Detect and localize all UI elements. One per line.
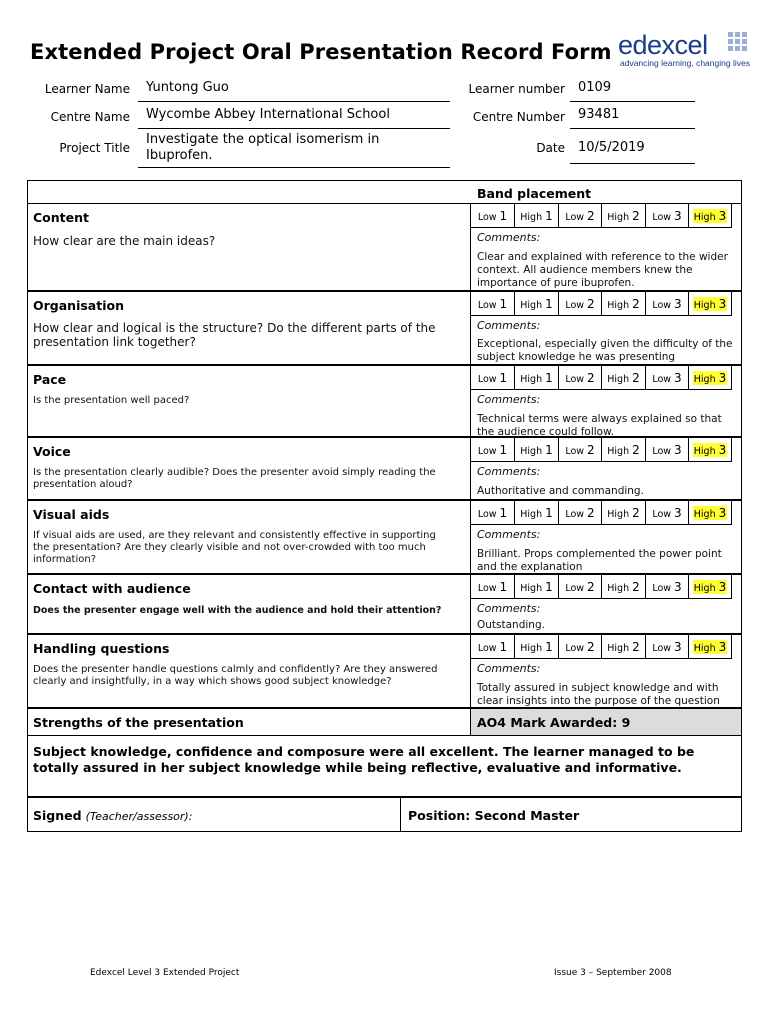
band-option[interactable] xyxy=(645,365,689,390)
band-number: 3 xyxy=(674,296,682,311)
logo-dot xyxy=(735,32,740,37)
signed-label: Signed xyxy=(33,808,82,823)
band-word: High xyxy=(520,373,543,385)
criterion-comment: Clear and explained with reference to the wider context. All audience members knew the importance of pure ibuprofen. xyxy=(477,251,728,289)
band-option-label xyxy=(607,371,639,385)
criterion-heading: Voice xyxy=(33,444,71,459)
band-number: 1 xyxy=(499,505,508,520)
band-number: 2 xyxy=(587,639,595,654)
criterion-comment: Technical terms were always explained so that the audience could follow. xyxy=(477,413,722,438)
band-option[interactable] xyxy=(558,437,602,462)
logo-dot xyxy=(742,46,747,51)
band-option-label xyxy=(478,506,507,520)
band-option-selected[interactable] xyxy=(688,291,732,316)
band-option-label xyxy=(652,297,681,311)
band-option[interactable] xyxy=(470,291,515,316)
band-word: Low xyxy=(565,582,585,594)
criterion-question: Does the presenter engage well with the audience and hold their attention? xyxy=(33,605,442,616)
band-word: Low xyxy=(565,211,585,223)
band-option-label xyxy=(652,371,681,385)
band-number: 1 xyxy=(545,208,553,223)
band-option[interactable] xyxy=(558,291,602,316)
centre-number-field: 93481 xyxy=(570,107,695,129)
criterion-question: If visual aids are used, are they relevant and consistently effective in supporting the presentation? Are they clearly visible and not over-crowded with too much information? xyxy=(33,530,436,565)
band-option-label xyxy=(607,297,639,311)
band-word: Low xyxy=(477,582,497,594)
band-number: 3 xyxy=(674,370,682,385)
band-word: High xyxy=(693,445,716,457)
criterion-comment: Totally assured in subject knowledge and with clear insights into the purpose of the question xyxy=(477,682,720,707)
band-option-label xyxy=(693,580,727,594)
comments-label: Comments: xyxy=(477,662,541,675)
logo-dot xyxy=(742,32,747,37)
criterion-comment: Brilliant. Props complemented the power point and the explanation xyxy=(477,548,722,573)
band-option-label xyxy=(478,443,507,457)
band-word: Low xyxy=(652,373,672,385)
band-option[interactable] xyxy=(470,365,515,390)
band-number: 2 xyxy=(587,296,595,311)
band-word: Low xyxy=(652,211,672,223)
band-option-label xyxy=(565,209,594,223)
band-option[interactable] xyxy=(470,574,515,599)
band-option[interactable] xyxy=(601,574,646,599)
band-number: 1 xyxy=(545,579,553,594)
strengths-heading: Strengths of the presentation xyxy=(33,715,244,730)
band-option[interactable] xyxy=(601,365,646,390)
band-option[interactable] xyxy=(470,634,515,659)
criterion-question: Is the presentation clearly audible? Does the presenter avoid simply reading the presentation aloud? xyxy=(33,467,436,490)
band-option-label xyxy=(478,297,507,311)
band-option-label xyxy=(565,506,594,520)
band-option-label xyxy=(520,506,552,520)
footer-left: Edexcel Level 3 Extended Project xyxy=(90,968,240,978)
band-option[interactable] xyxy=(558,500,602,525)
band-number: 1 xyxy=(499,208,508,223)
logo-name: edexcel xyxy=(618,30,708,60)
band-selector xyxy=(470,634,732,659)
band-selector xyxy=(470,437,732,462)
band-option[interactable] xyxy=(558,365,602,390)
band-word: High xyxy=(520,508,543,520)
criterion-heading: Contact with audience xyxy=(33,581,191,596)
band-number: 1 xyxy=(499,442,508,457)
band-word: High xyxy=(520,299,543,311)
band-number: 1 xyxy=(545,639,553,654)
band-word: Low xyxy=(477,211,497,223)
logo-dot xyxy=(728,32,733,37)
band-word: Low xyxy=(652,508,672,520)
criterion-comment: Exceptional, especially given the difficulty of the subject knowledge he was presenting xyxy=(477,338,733,363)
comments-label: Comments: xyxy=(477,393,541,406)
logo-dot xyxy=(728,46,733,51)
band-option[interactable] xyxy=(601,203,646,228)
band-word: High xyxy=(520,582,543,594)
band-number: 1 xyxy=(499,639,508,654)
project-title-field: Investigate the optical isomerism in Ibuprofen. xyxy=(138,132,450,168)
band-option[interactable] xyxy=(645,291,689,316)
band-option-label xyxy=(565,580,594,594)
band-option-label xyxy=(693,371,727,385)
signed-role: (Teacher/assessor): xyxy=(85,810,193,823)
band-word: Low xyxy=(565,445,585,457)
band-option-label xyxy=(478,580,507,594)
band-option-label xyxy=(693,443,727,457)
criterion-question: How clear are the main ideas? xyxy=(33,234,216,248)
band-word: High xyxy=(607,373,630,385)
band-number: 2 xyxy=(632,208,640,223)
logo-dot xyxy=(742,39,747,44)
centre-name-label: Centre Name xyxy=(50,110,130,124)
band-number: 3 xyxy=(674,208,682,223)
comments-label: Comments: xyxy=(477,602,541,615)
band-word: High xyxy=(520,642,543,654)
band-word: High xyxy=(693,582,716,594)
band-word: High xyxy=(607,508,630,520)
band-word: High xyxy=(693,508,716,520)
band-number: 1 xyxy=(545,505,553,520)
band-selector xyxy=(470,500,732,525)
band-word: High xyxy=(693,642,716,654)
band-number: 2 xyxy=(632,505,640,520)
band-option-label xyxy=(607,640,639,654)
band-option-label xyxy=(565,443,594,457)
band-number: 3 xyxy=(718,370,727,385)
band-number: 3 xyxy=(674,639,682,654)
band-word: Low xyxy=(652,582,672,594)
band-option-label xyxy=(478,640,507,654)
learner-name-label: Learner Name xyxy=(44,82,130,96)
logo-dot xyxy=(735,39,740,44)
band-option[interactable] xyxy=(514,291,559,316)
band-option[interactable] xyxy=(601,500,646,525)
band-option-label xyxy=(607,506,639,520)
comments-label: Comments: xyxy=(477,231,541,244)
band-option-label xyxy=(478,371,507,385)
band-option[interactable] xyxy=(514,437,559,462)
band-word: High xyxy=(693,373,716,385)
band-word: High xyxy=(520,445,543,457)
band-word: Low xyxy=(477,445,497,457)
band-option-label xyxy=(520,580,552,594)
band-option-label xyxy=(693,640,727,654)
band-option-label xyxy=(478,209,507,223)
band-option-label xyxy=(693,506,727,520)
band-number: 2 xyxy=(587,505,595,520)
band-option[interactable] xyxy=(601,291,646,316)
strengths-text: Subject knowledge, confidence and composure were all excellent. The learner managed to be totally assured in her subject knowledge while being reflective, evaluative and informative. xyxy=(33,744,695,775)
band-option-selected[interactable] xyxy=(688,365,732,390)
band-number: 2 xyxy=(632,296,640,311)
band-number: 1 xyxy=(545,442,553,457)
band-number: 3 xyxy=(674,505,682,520)
band-word: Low xyxy=(477,299,497,311)
band-selector xyxy=(470,574,732,599)
band-number: 2 xyxy=(587,208,595,223)
footer-right: Issue 3 – September 2008 xyxy=(554,968,672,978)
band-option[interactable] xyxy=(558,203,602,228)
band-option-selected[interactable] xyxy=(688,500,732,525)
band-number: 3 xyxy=(718,442,727,457)
band-option-label xyxy=(565,297,594,311)
date-field: 10/5/2019 xyxy=(570,140,695,164)
band-word: Low xyxy=(652,445,672,457)
band-word: Low xyxy=(652,642,672,654)
band-word: Low xyxy=(565,299,585,311)
band-word: Low xyxy=(477,373,497,385)
date-label: Date xyxy=(536,141,565,155)
band-number: 2 xyxy=(587,370,595,385)
band-option-label xyxy=(520,297,552,311)
band-option-selected[interactable] xyxy=(688,437,732,462)
band-number: 1 xyxy=(499,296,508,311)
band-option-label xyxy=(520,371,552,385)
band-word: High xyxy=(607,582,630,594)
band-option-label xyxy=(652,209,681,223)
band-word: High xyxy=(607,211,630,223)
comments-label: Comments: xyxy=(477,528,541,541)
band-selector xyxy=(470,291,732,316)
criterion-heading: Handling questions xyxy=(33,641,170,656)
learner-number-label: Learner number xyxy=(468,82,565,96)
band-selector xyxy=(470,203,732,228)
band-number: 3 xyxy=(718,579,727,594)
band-number: 2 xyxy=(632,579,640,594)
band-option[interactable] xyxy=(514,574,559,599)
band-number: 1 xyxy=(545,370,553,385)
band-option-label xyxy=(607,443,639,457)
band-number: 3 xyxy=(674,442,682,457)
logo-tagline: advancing learning, changing lives xyxy=(620,58,750,68)
signed-line xyxy=(33,808,192,823)
band-option[interactable] xyxy=(645,203,689,228)
band-option-label xyxy=(565,371,594,385)
band-option[interactable] xyxy=(558,574,602,599)
band-word: High xyxy=(607,299,630,311)
band-number: 3 xyxy=(718,208,727,223)
band-option[interactable] xyxy=(514,634,559,659)
comments-label: Comments: xyxy=(477,465,541,478)
criterion-comment: Outstanding. xyxy=(477,619,545,631)
band-number: 1 xyxy=(545,296,553,311)
band-number: 1 xyxy=(499,370,508,385)
band-option-label xyxy=(520,443,552,457)
band-word: High xyxy=(693,299,716,311)
band-option-label xyxy=(607,209,639,223)
logo-dot xyxy=(735,46,740,51)
criterion-question: How clear and logical is the structure? Do the different parts of the presentation link together? xyxy=(33,321,436,349)
band-option[interactable] xyxy=(470,437,515,462)
band-option-label xyxy=(652,443,681,457)
band-word: Low xyxy=(565,508,585,520)
criterion-heading: Content xyxy=(33,210,89,225)
band-word: Low xyxy=(477,642,497,654)
band-option-label xyxy=(652,580,681,594)
band-option[interactable] xyxy=(601,634,646,659)
band-number: 2 xyxy=(632,639,640,654)
band-option[interactable] xyxy=(558,634,602,659)
band-word: Low xyxy=(565,373,585,385)
band-option[interactable] xyxy=(645,574,689,599)
band-option[interactable] xyxy=(514,500,559,525)
band-number: 2 xyxy=(632,370,640,385)
band-option-label xyxy=(652,640,681,654)
position-text: Position: Second Master xyxy=(408,808,580,823)
form-title: Extended Project Oral Presentation Record Form xyxy=(30,40,612,64)
band-placement-header xyxy=(27,180,742,204)
comments-label: Comments: xyxy=(477,319,541,332)
criterion-heading: Visual aids xyxy=(33,507,110,522)
band-word: Low xyxy=(477,508,497,520)
project-title-label: Project Title xyxy=(59,141,130,155)
band-option[interactable] xyxy=(645,634,689,659)
band-option[interactable] xyxy=(514,365,559,390)
band-placement-label: Band placement xyxy=(477,186,592,201)
band-option-label xyxy=(520,209,552,223)
band-number: 2 xyxy=(587,579,595,594)
band-option[interactable] xyxy=(470,203,515,228)
band-number: 3 xyxy=(718,505,727,520)
centre-number-label: Centre Number xyxy=(472,110,565,124)
band-option-label xyxy=(652,506,681,520)
band-option-label xyxy=(520,640,552,654)
band-option-label xyxy=(693,209,727,223)
edexcel-logo xyxy=(618,30,750,70)
band-option-label xyxy=(565,640,594,654)
criterion-comment: Authoritative and commanding. xyxy=(477,485,644,497)
band-word: High xyxy=(693,211,716,223)
band-number: 3 xyxy=(718,639,727,654)
band-selector xyxy=(470,365,732,390)
band-option[interactable] xyxy=(470,500,515,525)
logo-grid-icon xyxy=(728,32,750,54)
band-number: 3 xyxy=(674,579,682,594)
band-word: High xyxy=(520,211,543,223)
criterion-question: Is the presentation well paced? xyxy=(33,395,190,406)
learner-name-field: Yuntong Guo xyxy=(138,80,450,102)
band-number: 1 xyxy=(499,579,508,594)
band-option-selected[interactable] xyxy=(688,203,732,228)
band-number: 2 xyxy=(587,442,595,457)
band-option-label xyxy=(693,297,727,311)
mark-awarded: AO4 Mark Awarded: 9 xyxy=(477,715,631,730)
centre-name-field: Wycombe Abbey International School xyxy=(138,107,450,129)
band-word: Low xyxy=(565,642,585,654)
band-number: 3 xyxy=(718,296,727,311)
band-option-label xyxy=(607,580,639,594)
learner-number-field: 0109 xyxy=(570,80,695,102)
band-option[interactable] xyxy=(645,437,689,462)
band-option[interactable] xyxy=(645,500,689,525)
band-word: High xyxy=(607,445,630,457)
criterion-heading: Pace xyxy=(33,372,67,387)
band-option-selected[interactable] xyxy=(688,574,732,599)
band-option[interactable] xyxy=(514,203,559,228)
band-word: High xyxy=(607,642,630,654)
band-word: Low xyxy=(652,299,672,311)
band-option-selected[interactable] xyxy=(688,634,732,659)
criterion-question: Does the presenter handle questions calmly and confidently? Are they answered clearly and insightfully, in a way which shows good subject knowledge? xyxy=(33,664,438,687)
criterion-heading: Organisation xyxy=(33,298,124,313)
band-option[interactable] xyxy=(601,437,646,462)
logo-dot xyxy=(728,39,733,44)
band-number: 2 xyxy=(632,442,640,457)
